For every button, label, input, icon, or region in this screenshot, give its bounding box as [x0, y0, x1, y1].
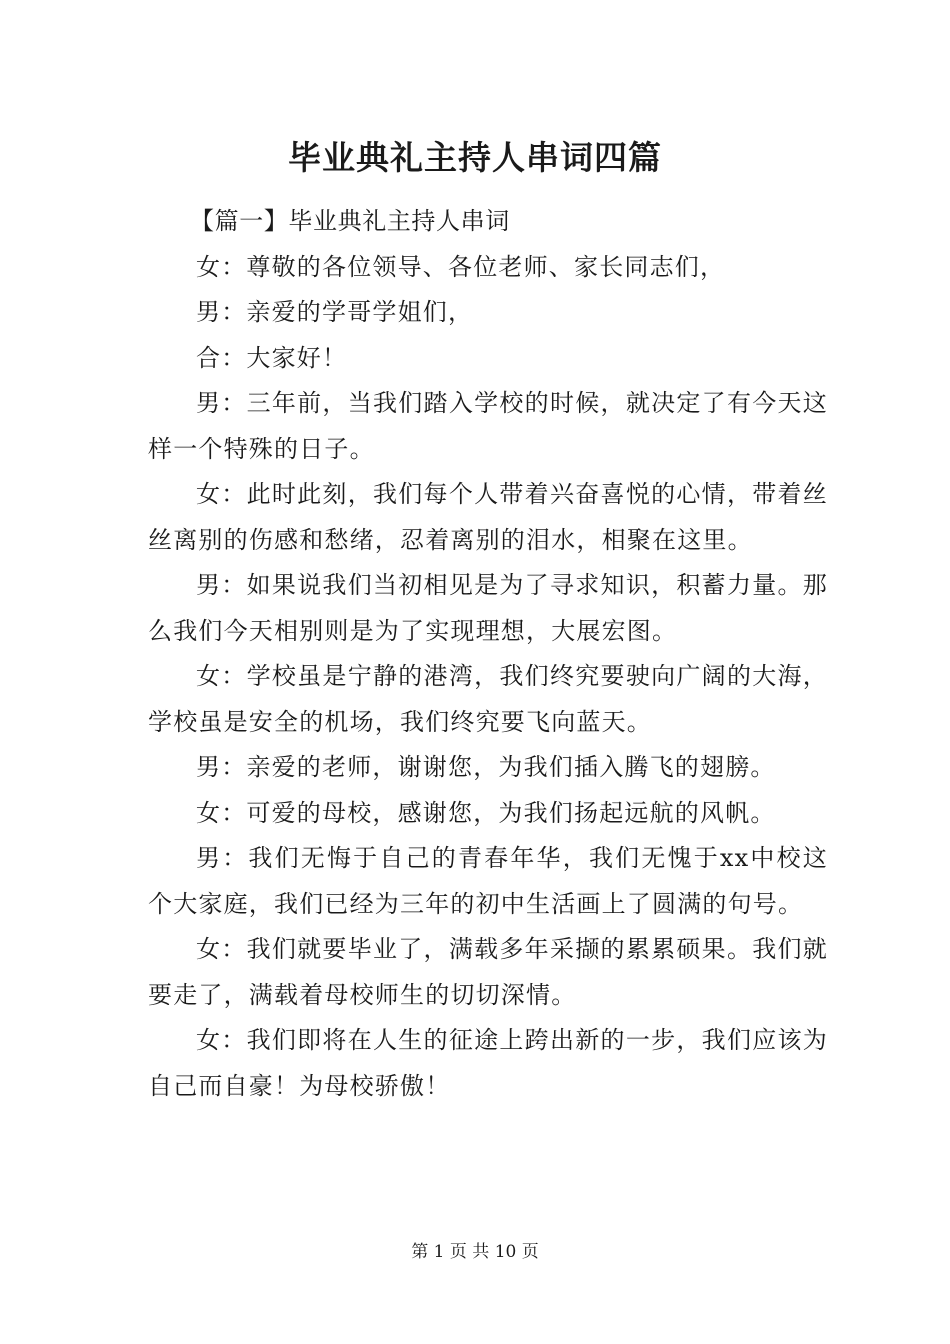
paragraph: 女：可爱的母校，感谢您，为我们扬起远航的风帆。 [196, 798, 776, 827]
paragraph: 男：如果说我们当初相见是为了寻求知识，积蓄力量。那么我们今天相别则是为了实现理想，大展宏图。 [148, 571, 828, 645]
paragraph: 合：大家好！ [196, 343, 348, 372]
section-heading: 【篇一】毕业典礼主持人串词 [190, 207, 510, 235]
page-footer: 第 1 页 共 10 页 [411, 1242, 539, 1262]
paragraph: 女：我们即将在人生的征途上跨出新的一步，我们应该为自己而自豪！为母校骄傲！ [148, 1026, 828, 1100]
paragraph: 男：亲爱的学哥学姐们， [196, 298, 474, 326]
document-body [148, 199, 828, 1109]
paragraph: 女：尊敬的各位领导、各位老师、家长同志们， [196, 252, 726, 281]
paragraph: 女：此时此刻，我们每个人带着兴奋喜悦的心情，带着丝丝离别的伤感和愁绪，忍着离别的泪水，相聚在这里。 [148, 480, 828, 554]
paragraph: 女：我们就要毕业了，满载多年采撷的累累硕果。我们就要走了，满载着母校师生的切切深情。 [148, 935, 828, 1009]
paragraph: 女：学校虽是宁静的港湾，我们终究要驶向广阔的大海，学校虽是安全的机场，我们终究要飞向蓝天。 [148, 662, 828, 736]
document-title: 毕业典礼主持人串词四篇 [288, 138, 662, 177]
paragraph: 男：亲爱的老师，谢谢您，为我们插入腾飞的翅膀。 [196, 753, 776, 781]
paragraph: 男：我们无悔于自己的青春年华，我们无愧于xx中校这个大家庭，我们已经为三年的初中生活画上了圆满的句号。 [148, 844, 828, 918]
paragraph: 男：三年前，当我们踏入学校的时候，就决定了有今天这样一个特殊的日子。 [148, 389, 828, 463]
